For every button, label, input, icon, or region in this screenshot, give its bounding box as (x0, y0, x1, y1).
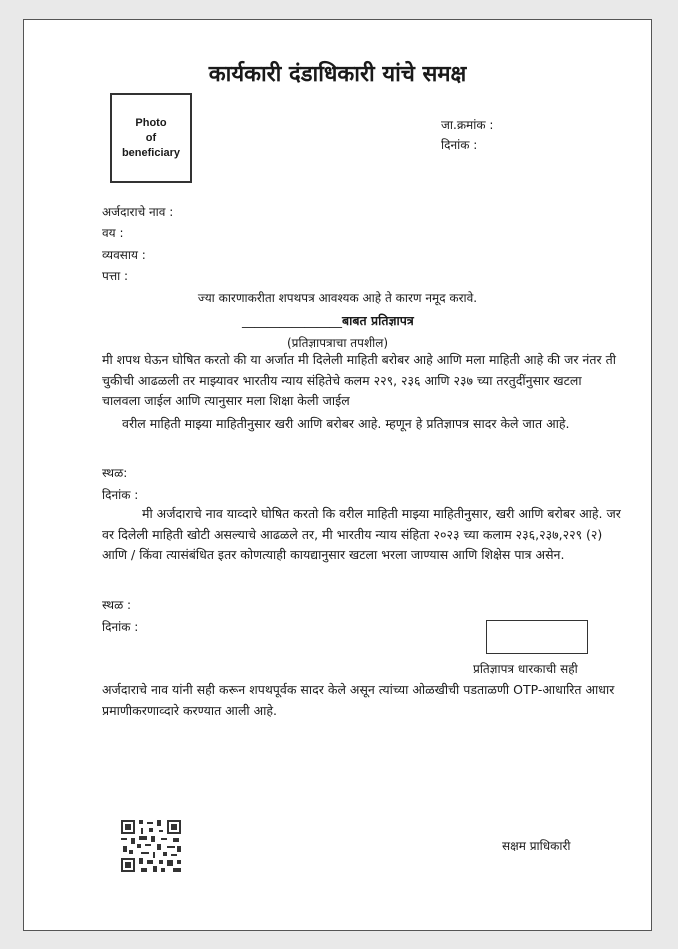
declaration-paragraph-1: मी शपथ घेऊन घोषित करतो की या अर्जात मी दिलेली माहिती बरोबर आहे आणि मला माहिती आहे की जर नंतर ती चुकीची आढळली तर माझ्यावर भारतीय न्याय संहितेचे कलम २२९, २३६ आणि २३७ च्या तरतुदींनुसार खटला चालवला जाईल आणि त्यानुसार मला शिक्षा केली जाईल (102, 352, 616, 408)
date-label-1: दिनांक : (102, 488, 139, 502)
instruction-text: ज्या कारणाकरीता शपथपत्र आवश्यक आहे ते कारण नमूद करावे. (197, 291, 478, 305)
photo-label-line3: beneficiary (121, 146, 181, 159)
affidavit-heading-blank: ________________ (242, 313, 342, 328)
place-label-1: स्थळ: (102, 466, 128, 480)
applicant-name-label: अर्जदाराचे नाव : (102, 205, 174, 219)
reference-date-label: दिनांक : (441, 138, 478, 152)
qr-code-icon (119, 818, 183, 874)
place-label-2: स्थळ : (102, 598, 132, 612)
signature-caption: प्रतिज्ञापत्र धारकाची सही (473, 662, 578, 676)
affidavit-heading-suffix: बाबत प्रतिज्ञापत्र (342, 313, 414, 328)
applicant-occupation-label: व्यवसाय : (102, 248, 146, 262)
reference-number-label: जा.क्रमांक : (441, 118, 494, 132)
signature-box (486, 620, 588, 654)
photo-label-line1: Photo (135, 116, 167, 129)
date-label-2: दिनांक : (102, 620, 139, 634)
declaration-paragraph-3: मी अर्जदाराचे नाव याव्दारे घोषित करतो कि वरील माहिती माझ्या माहितीनुसार, खरी आणि बरोबर आहे. जर वर दिलेली माहिती खोटी असल्याचे आढळले तर, मी भारतीय न्याय संहिता २०२३ च्या कलाम २३६,२३७,२२९ (२) आणि / किंवा त्यासंबंधित इतर कोणत्याही कायद्यानुसार खटला भरला जाण्यास आणि शिक्षेस पात्र असेन. (102, 506, 621, 562)
verification-paragraph: अर्जदाराचे नाव यांनी सही करून शपथपूर्वक सादर केले असून त्यांच्या ओळखीची पडताळणी OTP-आधारित आधार प्रमाणीकरणाव्दारे करण्यात आली आहे. (102, 682, 615, 718)
photo-label-line2: of (145, 131, 157, 144)
affidavit-heading (242, 312, 414, 329)
affidavit-subheading: (प्रतिज्ञापत्राचा तपशील) (286, 336, 389, 350)
declaration-paragraph-2: वरील माहिती माझ्या माहितीनुसार खरी आणि बरोबर आहे. म्हणून हे प्रतिज्ञापत्र सादर केले जात आहे. (122, 416, 570, 431)
page-title: कार्यकारी दंडाधिकारी यांचे समक्ष (208, 62, 467, 87)
document-page (23, 19, 652, 931)
applicant-age-label: वय : (102, 226, 124, 240)
photo-placeholder (110, 93, 192, 183)
applicant-address-label: पत्ता : (102, 269, 129, 283)
competent-authority-label: सक्षम प्राधिकारी (502, 839, 571, 853)
